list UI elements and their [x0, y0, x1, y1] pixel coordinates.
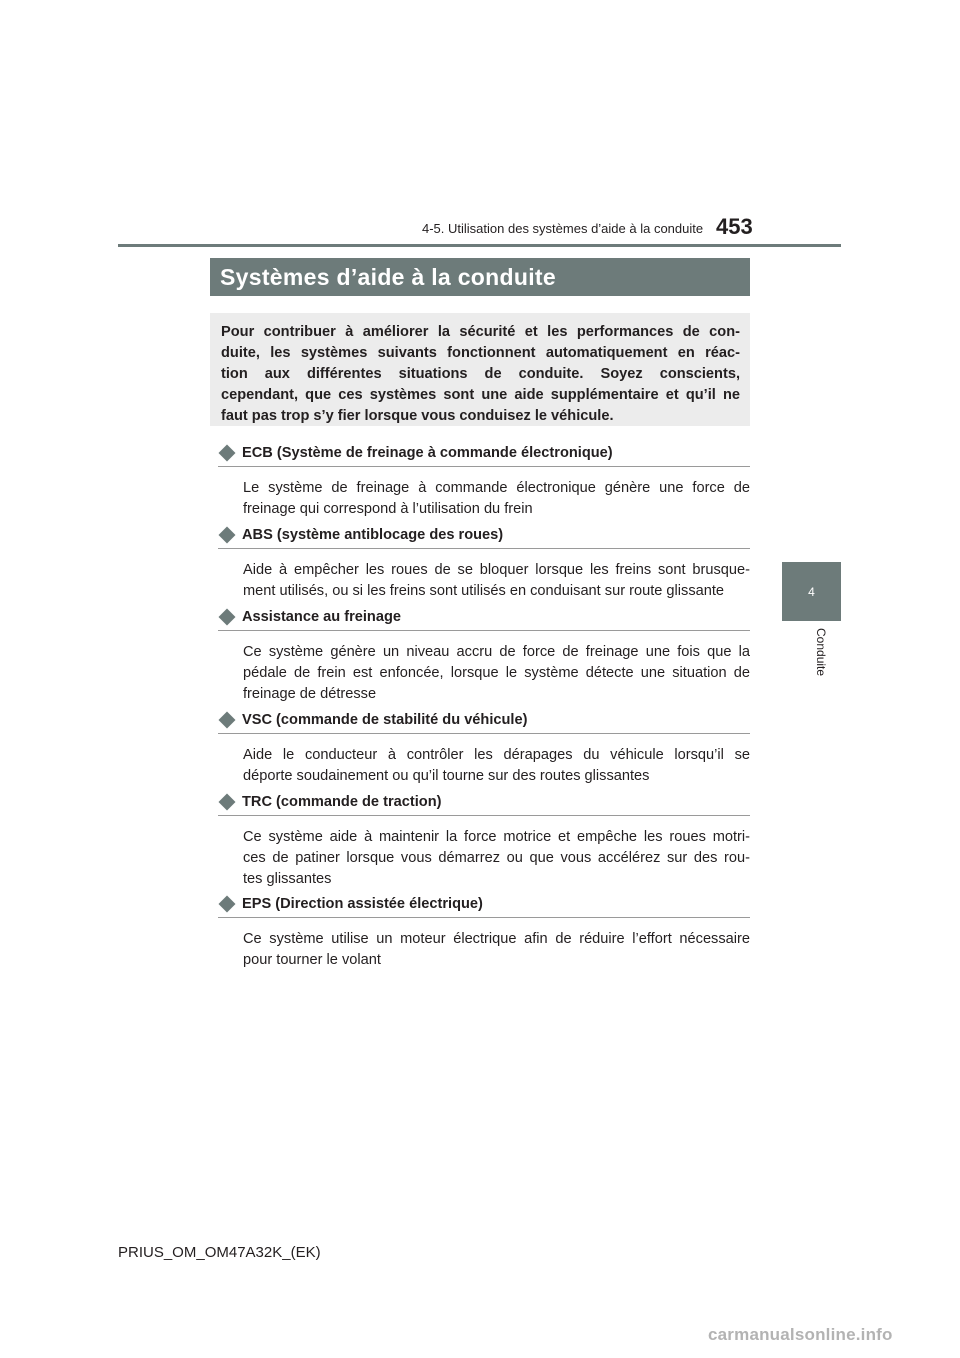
body-line: freinage qui correspond à l’utilisation du frein	[243, 501, 533, 517]
intro-box	[210, 313, 750, 426]
section-vsc	[218, 709, 750, 787]
section-heading	[218, 791, 750, 816]
section-heading	[218, 893, 750, 918]
diamond-bullet-icon	[219, 445, 236, 462]
intro-line: faut pas trop s’y fier lorsque vous conduisez le véhicule.	[221, 408, 614, 424]
intro-line: Pour contribuer à améliorer la sécurité et les performances de con-	[221, 324, 740, 340]
section-heading-text: EPS (Direction assistée électrique)	[242, 896, 483, 912]
section-heading-text: VSC (commande de stabilité du véhicule)	[242, 712, 528, 728]
body-line: ces de patiner lorsque vous démarrez ou que vous accélérez sur des rou-	[243, 850, 750, 866]
chapter-label: Conduite	[814, 628, 828, 677]
body-line: pour tourner le volant	[243, 952, 381, 968]
section-heading-text: TRC (commande de traction)	[242, 794, 442, 810]
body-line: freinage de détresse	[243, 686, 377, 702]
section-body	[243, 642, 750, 705]
intro-line: duite, les systèmes suivants fonctionnent automatiquement en réac-	[221, 345, 740, 361]
section-eps	[218, 893, 750, 971]
body-line: ment utilisés, ou si les freins sont utilisés en conduisant sur route glissante	[243, 583, 725, 599]
section-body	[243, 478, 750, 520]
intro-line: tion aux différentes situations de conduite. Soyez conscients,	[221, 366, 740, 382]
body-line: Ce système utilise un moteur électrique afin de réduire l’effort nécessaire	[243, 931, 750, 947]
body-line: Aide le conducteur à contrôler les dérapages du véhicule lorsqu’il se	[243, 747, 750, 763]
section-heading	[218, 524, 750, 549]
diamond-bullet-icon	[219, 712, 236, 729]
page-title	[210, 258, 750, 296]
body-line: pédale de frein est enfoncée, lorsque le système détecte une situation de	[243, 665, 750, 681]
intro-line: cependant, que ces systèmes sont une aide supplémentaire et qu’il ne	[221, 387, 740, 403]
section-body	[243, 929, 750, 971]
diamond-bullet-icon	[219, 609, 236, 626]
diamond-bullet-icon	[219, 896, 236, 913]
section-heading-text: ABS (système antiblocage des roues)	[242, 527, 504, 543]
section-body	[243, 745, 750, 787]
body-line: Ce système aide à maintenir la force motrice et empêche les roues motri-	[243, 829, 750, 845]
body-line: tes glissantes	[243, 871, 332, 887]
watermark: carmanualsonline.info	[708, 1325, 893, 1344]
section-brake-assist	[218, 606, 750, 705]
footer-document-code: PRIUS_OM_OM47A32K_(EK)	[118, 1244, 321, 1261]
diamond-bullet-icon	[219, 527, 236, 544]
header-rule	[118, 244, 841, 247]
body-line: Le système de freinage à commande électronique génère une force de	[243, 480, 750, 496]
section-heading-text: ECB (Système de freinage à commande électronique)	[242, 445, 613, 461]
body-line: déporte soudainement ou qu’il tourne sur des routes glissantes	[243, 768, 650, 784]
body-line: Aide à empêcher les roues de se bloquer lorsque les freins sont brusque-	[243, 562, 750, 578]
body-line: Ce système génère un niveau accru de force de freinage une fois que la	[243, 644, 750, 660]
section-abs	[218, 524, 750, 602]
section-trc	[218, 791, 750, 890]
section-ecb	[218, 442, 750, 520]
header-section-title: 4-5. Utilisation des systèmes d’aide à la conduite	[422, 221, 704, 236]
diamond-bullet-icon	[219, 794, 236, 811]
page-title-text: Systèmes d’aide à la conduite	[220, 263, 556, 290]
section-body	[243, 827, 750, 890]
section-heading-text: Assistance au freinage	[242, 609, 401, 625]
section-body	[243, 560, 750, 602]
chapter-number: 4	[808, 584, 815, 599]
section-heading	[218, 606, 750, 631]
chapter-tab	[782, 562, 841, 621]
page-number: 453	[716, 214, 753, 239]
section-heading	[218, 442, 750, 467]
section-heading	[218, 709, 750, 734]
